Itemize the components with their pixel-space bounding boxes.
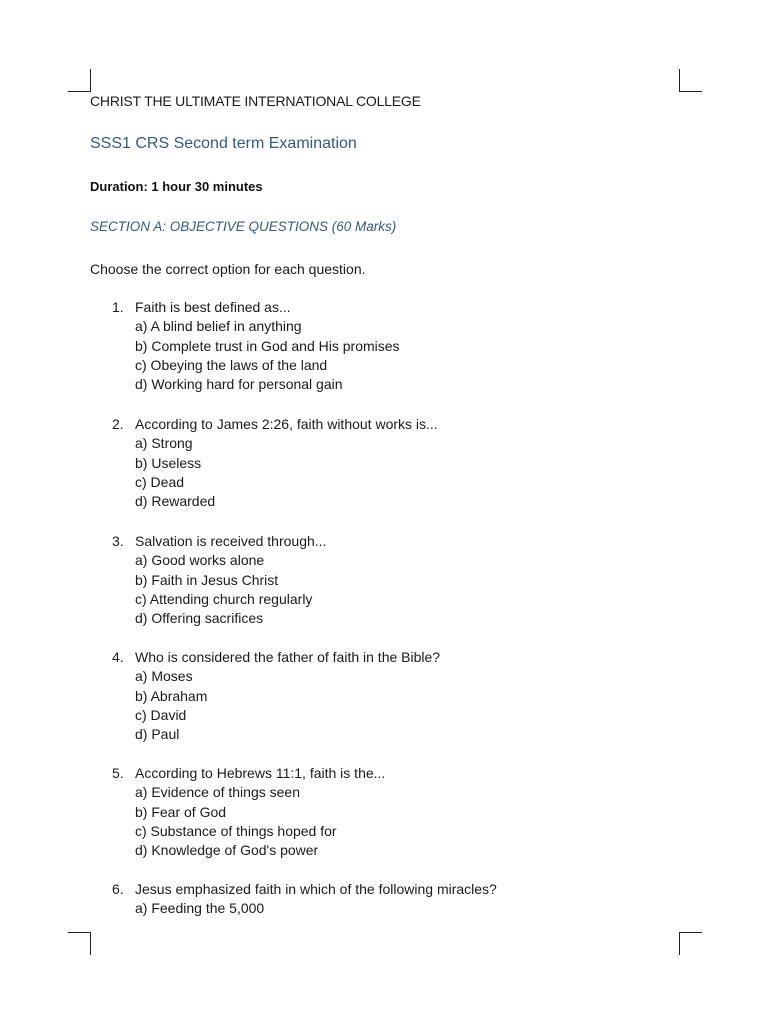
answer-option: c) Substance of things hoped for [135,822,337,839]
question-text: Who is considered the father of faith in the Bible? [135,649,441,665]
exam-title: SSS1 CRS Second term Examination [90,135,357,152]
answer-option: a) Moses [135,668,193,685]
section-heading: SECTION A: OBJECTIVE QUESTIONS (60 Marks) [90,219,397,234]
answer-option: b) Complete trust in God and His promises [135,337,400,354]
question-number: 5. [112,765,124,781]
answer-option: b) Fear of God [135,803,227,820]
question-text: According to Hebrews 11:1, faith is the... [135,765,386,781]
question-text: Salvation is received through... [135,533,327,549]
answer-option: a) Evidence of things seen [135,784,300,801]
answer-option: d) Working hard for personal gain [135,376,343,393]
answer-option: b) Faith in Jesus Christ [135,571,279,588]
exam-duration: Duration: 1 hour 30 minutes [90,179,263,194]
question-number: 2. [112,416,124,432]
answer-option: c) Dead [135,473,185,490]
answer-option: d) Knowledge of God's power [135,842,319,859]
answer-option: c) Attending church regularly [135,590,313,607]
question-text: According to James 2:26, faith without works is... [135,416,438,432]
answer-option: d) Rewarded [135,493,216,510]
answer-option: a) Good works alone [135,552,265,569]
answer-option: c) Obeying the laws of the land [135,356,328,373]
question-text: Faith is best defined as... [135,299,291,315]
question-number: 6. [112,881,124,897]
answer-option: d) Offering sacrifices [135,610,264,627]
answer-option: a) A blind belief in anything [135,318,302,335]
answer-option: d) Paul [135,726,180,743]
question-text: Jesus emphasized faith in which of the following miracles? [135,881,497,897]
answer-option: a) Feeding the 5,000 [135,900,265,917]
question-number: 4. [112,649,124,665]
answer-option: b) Abraham [135,687,208,704]
instruction-text: Choose the correct option for each question. [90,261,366,277]
question-number: 3. [112,533,124,549]
answer-option: a) Strong [135,435,193,452]
question-number: 1. [112,299,124,315]
answer-option: b) Useless [135,454,202,471]
answer-option: c) David [135,706,187,723]
school-name: CHRIST THE ULTIMATE INTERNATIONAL COLLEGE [90,93,421,109]
